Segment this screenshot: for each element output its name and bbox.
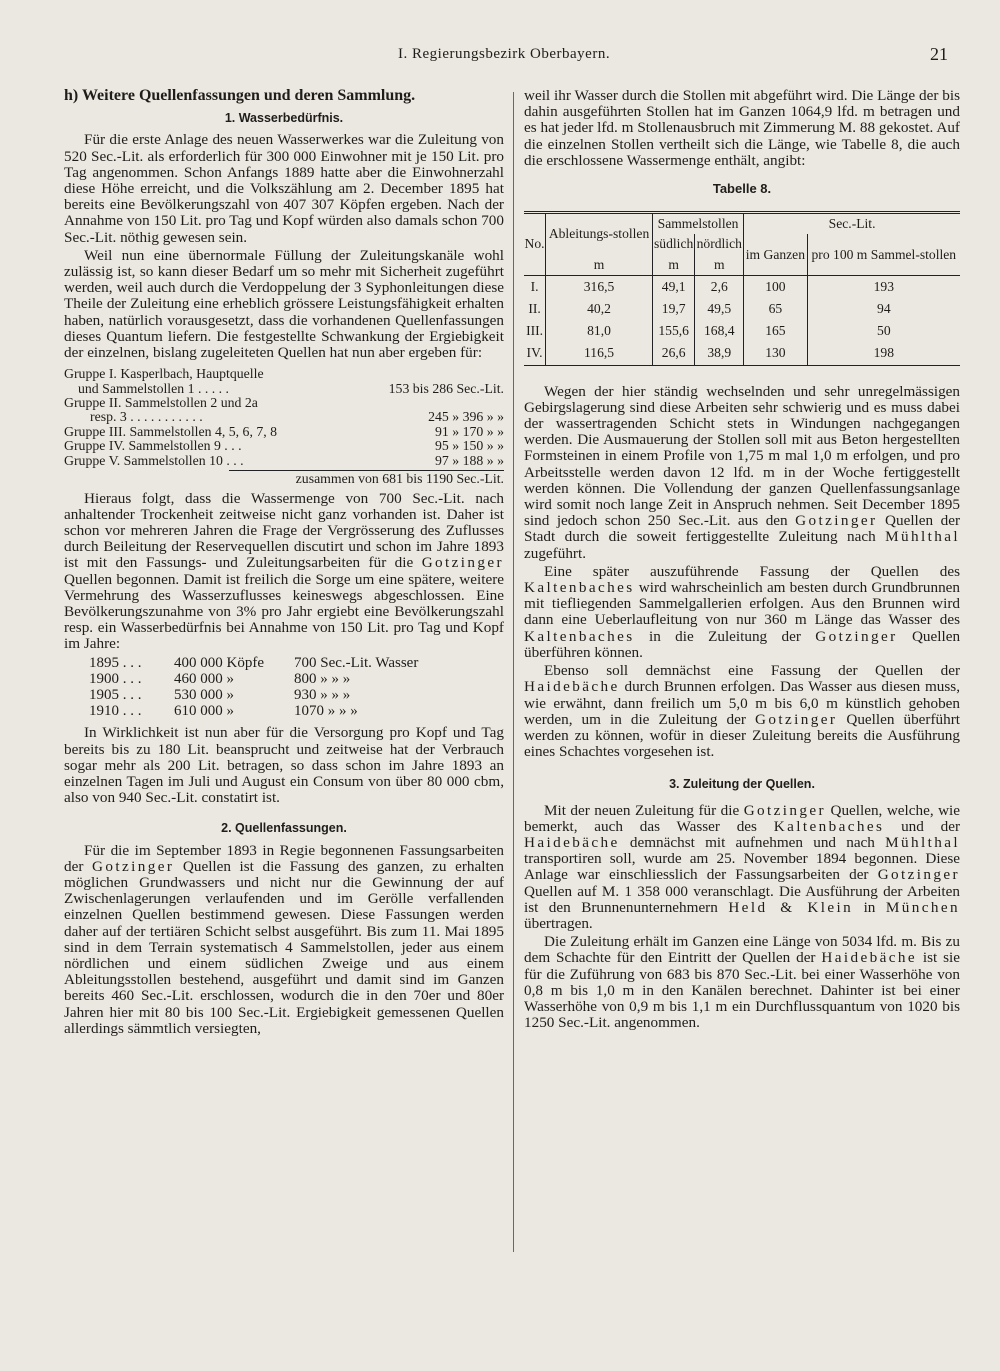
col-header-ableitungsstollen: Ableitungs-stollen (546, 213, 653, 255)
spaced-name: Kaltenbaches (524, 579, 635, 597)
col-header-im-ganzen: im Ganzen (744, 234, 807, 275)
paragraph: Weil nun eine übernormale Füllung der Zuleitungskanäle wohl zulässig ist, so kann dieser Bedarf um so mehr mit Sicherheit zugeführt werden, weil auch durch die Verdoppelung der 3 Syphonleitungen diese Theile der Zuleitung eine erheblich grössere Leistungsfähigkeit erhalten haben, natürlich vorausgesetzt, dass die vorhandenen Quellenfassungen dieses Quantum liefern. Die festgestellte Schwankung der Ergiebigkeit der einzelnen, bislang zugeleiteten Quellen hat nun aber ergeben für: (64, 246, 504, 362)
group-row: und Sammelstollen 1 . . . . . 153 bis 286 Sec.-Lit. (78, 380, 504, 396)
unit-m: m (652, 255, 694, 276)
section-heading: h) Weitere Quellenfassungen und deren Sammlung. (64, 87, 416, 104)
paragraph: Wegen der hier ständig wechselnden und sehr unregelmässigen Gebirgslagerung sind diese Arbeiten sehr schwierig und es muss dabei der wassertragenden Schicht stets in Windungen nachgegangen werden. Die Ausmauerung der Stollen soll mit aus Beton hergestellten Formsteinen in einem Profile von 1,75 m mal 1,0 m erfolgen, und pro Arbeitsstelle werden davon 12 lfd. m in der Woche fertiggestellt werden können. Die Vollendung der ganzen Quellenfassungsanlage wird somit noch lange Zeit in Anspruch nehmen. Seit December 1895 sind jedoch schon 250 Sec.-Lit. aus den Gotzinger Quellen der Stadt durch die soweit fertiggestellte Zuleitung nach Mühlthal zugeführt. (524, 382, 961, 562)
spaced-name: Kaltenbaches (524, 627, 635, 645)
spaced-name: Haidebäche (524, 833, 620, 851)
table-row: I. 316,5 49,1 2,6 100 193 (524, 275, 960, 298)
col-header-pro-100m: pro 100 m Sammel-stollen (807, 234, 960, 275)
subheading-zuleitung: 3. Zuleitung der Quellen. (669, 777, 815, 792)
column-divider (513, 92, 514, 1252)
col-header-suedlich: südlich (652, 234, 694, 254)
col-header-sec-lit: Sec.-Lit. (744, 213, 960, 235)
table-row: II. 40,2 19,7 49,5 65 94 (524, 298, 960, 320)
spaced-name: Kaltenbaches (773, 817, 885, 835)
group-row: Gruppe III. Sammelstollen 4, 5, 6, 7, 8 91 » 170 » » (64, 423, 504, 439)
table-8 (524, 211, 960, 365)
col-header-no: No. (524, 236, 545, 252)
col-header-noerdlich: nördlich (695, 234, 744, 254)
population-row: 1895 . . . 400 000 Köpfe 700 Sec.-Lit. Wasser (89, 654, 419, 671)
spaced-name: München (885, 898, 961, 916)
spaced-name: Gotzinger (421, 554, 505, 572)
population-row: 1905 . . . 530 000 » 930 » » » (89, 686, 351, 703)
population-table (89, 655, 504, 720)
spaced-name: Gotzinger (91, 857, 175, 875)
unit-m: m (546, 255, 653, 276)
paragraph: Eine später auszuführende Fassung der Quellen des Kaltenbaches wird wahrscheinlich am besten durch Grundbrunnen mit tiefliegenden Sammelgallerien erfolgen. Aus den Brunnen wird dann eine Ueberlaufleitung von nur 360 m Länge das Wasser des Kaltenbaches in die Zuleitung der Gotzinger Quellen überführen können. (524, 562, 961, 661)
col-header-sammelstollen: Sammelstollen (652, 213, 743, 235)
table-title: Tabelle 8. (712, 181, 772, 197)
spaced-name: Gotzinger (795, 512, 878, 530)
spaced-name: Haidebäche (821, 949, 918, 967)
spaced-name: Gotzinger (877, 866, 961, 884)
population-row: 1910 . . . 610 000 » 1070 » » » (89, 703, 358, 720)
subheading-wasserbeduerfnis: 1. Wasserbedürfnis. (224, 111, 344, 126)
page-number: 21 (930, 44, 948, 64)
paragraph: Die Zuleitung erhält im Ganzen eine Länge von 5034 lfd. m. Bis zu dem Schachte für den Eintritt der Quellen der Haidebäche ist sie für die Zuführung von 683 bis 870 Sec.-Lit. bei einer Wasserhöhe von 0,8 m bis 1,0 m in den Kanälen berechnet. Dahinter ist bei einer Wasserhöhe von 0,9 m bis 1,1 m ein Durchflussquantum von 1020 bis 1250 Sec.-Lit. angenommen. (524, 933, 960, 1032)
group-row: resp. 3 . . . . . . . . . . . 245 » 396 » » (90, 409, 504, 425)
table-row: III. 81,0 155,6 168,4 165 50 (524, 320, 960, 342)
spaced-name: Mühlthal (885, 833, 960, 851)
paragraph: Für die im September 1893 in Regie begonnenen Fassungsarbeiten der Gotzinger Quellen ist die Fassung des ganzen, zu erhalten möglichen Grundwassers und nicht nur die Gewinnung der auf Zwischenlagerungen verlaufenden und im Gerölle verfallenden einzelnen Quellen bestimmend gewesen. Diese Fassungen werden daher auf der tertiären Schicht selbst ausgeführt. Bis zum 11. Mai 1895 sind in dem Terrain systematisch 4 Sammelstollen, jeder aus einem nördlichen und einem südlichen Zweige und aus einem Ableitungsstollen bestehend, ausgeführt und damit sind im Ganzen bereits 460 Sec.-Lit. erschlossen, wodurch die in den 70er und 80er Jahren hier mit 80 bis 100 Sec.-Lit. Ergiebigkeit gemessenen Quellen allerdings sämmtlich versiegten, (64, 841, 504, 1037)
spaced-name: Gotzinger (815, 627, 898, 645)
group-row: Gruppe I. Kasperlbach, Hauptquelle (64, 367, 264, 382)
paragraph: Mit der neuen Zuleitung für die Gotzinger Quellen, welche, wie bemerkt, auch das Wasser des Kaltenbaches und der Haidebäche demnächst mit aufnehmen und nach Mühlthal transportiren soll, wurde am 25. November 1894 begonnen. Diese Anlage war einschliesslich der Fassungsarbeiten der Gotzinger Quellen auf M. 1 358 000 veranschlagt. Die Ausführung der Arbeiten ist den Brunnenunternehmern Held & Klein in München übertragen. (524, 801, 961, 932)
spaced-name: Gotzinger (754, 710, 838, 728)
right-column (524, 88, 960, 1033)
unit-m: m (695, 255, 744, 276)
paragraph: Hieraus folgt, dass die Wassermenge von 700 Sec.-Lit. nach anhaltender Trockenheit zeitweise nicht ganz vorhanden ist. Daher ist schon vor mehreren Jahren die Frage der Vergrösserung des Zuflusses durch Beileitung der Reservequellen discutirt und schon im Jahre 1893 ist mit den Fassungs- und Zuleitungsarbeiten für die Gotzinger Quellen begonnen. Damit ist freilich die Sorge um eine spätere, weitere Vermehrung des Wasserzuflusses keineswegs abgeschlossen. Eine Bevölkerungszunahme von 3% pro Jahr ergiebt eine Bevölkerungszahl resp. ein Wasserbedürfnis bei Annahme von 150 Lit. pro Tag und Kopf im Jahre: (64, 489, 505, 653)
spaced-name: Haidebäche (524, 678, 620, 696)
paragraph: In Wirklichkeit ist nun aber für die Versorgung pro Kopf und Tag bereits bis zu 180 Lit. beansprucht und zeitweise hat der Verbrauch sogar mehr als 200 Lit. betragen, so dass schon im Jahre 1893 an einzelnen Tagen im Juli und August ein Consum von über 80 000 cbm, also von 940 Sec.-Lit. constatirt ist. (64, 724, 504, 807)
spaced-name: Gotzinger (743, 801, 827, 819)
source-groups-list (64, 367, 504, 486)
group-row: Gruppe II. Sammelstollen 2 und 2a (64, 396, 258, 411)
paragraph: Ebenso soll demnächst eine Fassung der Quellen der Haidebäche durch Brunnen erfolgen. Das Wasser aus diesen muss, wie erwähnt, dann freilich um 5,0 m bis 6,0 m künstlich gehoben werden, um in die Zuleitung der Gotzinger Quellen überführt werden zu können, wofür in dieser Zuleitung bereits die Ausführung eines Schachtes vorgesehen ist. (524, 662, 961, 761)
subheading-quellenfassungen: 2. Quellenfassungen. (221, 821, 347, 836)
paragraph: Für die erste Anlage des neuen Wasserwerkes war die Zuleitung von 520 Sec.-Lit. als erforderlich für 300 000 Einwohner mit je 150 Lit. pro Tag angenommen. Schon Anfangs 1889 hatte aber die Einwohnerzahl diese Höhe erreicht, und die Volkszählung am 2. December 1895 hat bereits eine Bevölkerungszahl von 407 307 Köpfen ergeben. Nach der Annahme von 150 Lit. pro Tag und Kopf würden also damals schon 700 Sec.-Lit. nöthig gewesen sein. (64, 131, 504, 246)
left-column (64, 88, 504, 1039)
running-head: I. Regierungsbezirk Oberbayern. (398, 46, 611, 62)
table-row: IV. 116,5 26,6 38,9 130 198 (524, 342, 960, 365)
population-row: 1900 . . . 460 000 » 800 » » » (89, 670, 351, 687)
spaced-name: Mühlthal (885, 528, 960, 546)
group-row: Gruppe IV. Sammelstollen 9 . . . 95 » 150 » » (64, 438, 504, 454)
paragraph: weil ihr Wasser durch die Stollen mit abgeführt wird. Die Länge der bis dahin ausgeführten Stollen hat im Ganzen 1064,9 lfd. m betragen und es hat jeder lfd. m Stollenausbruch mit Zimmerung M. 88 gekostet. Auf die einzelnen Stollen vertheilt sich die Länge, wie Tabelle 8, die auch die erschlossene Wassermenge enthält, angibt: (524, 87, 960, 169)
groups-total: zusammen von 681 bis 1190 Sec.-Lit. (229, 470, 504, 486)
group-row: Gruppe V. Sammelstollen 10 . . . 97 » 188 » » (64, 452, 504, 468)
spaced-name: Held & Klein (728, 898, 854, 916)
